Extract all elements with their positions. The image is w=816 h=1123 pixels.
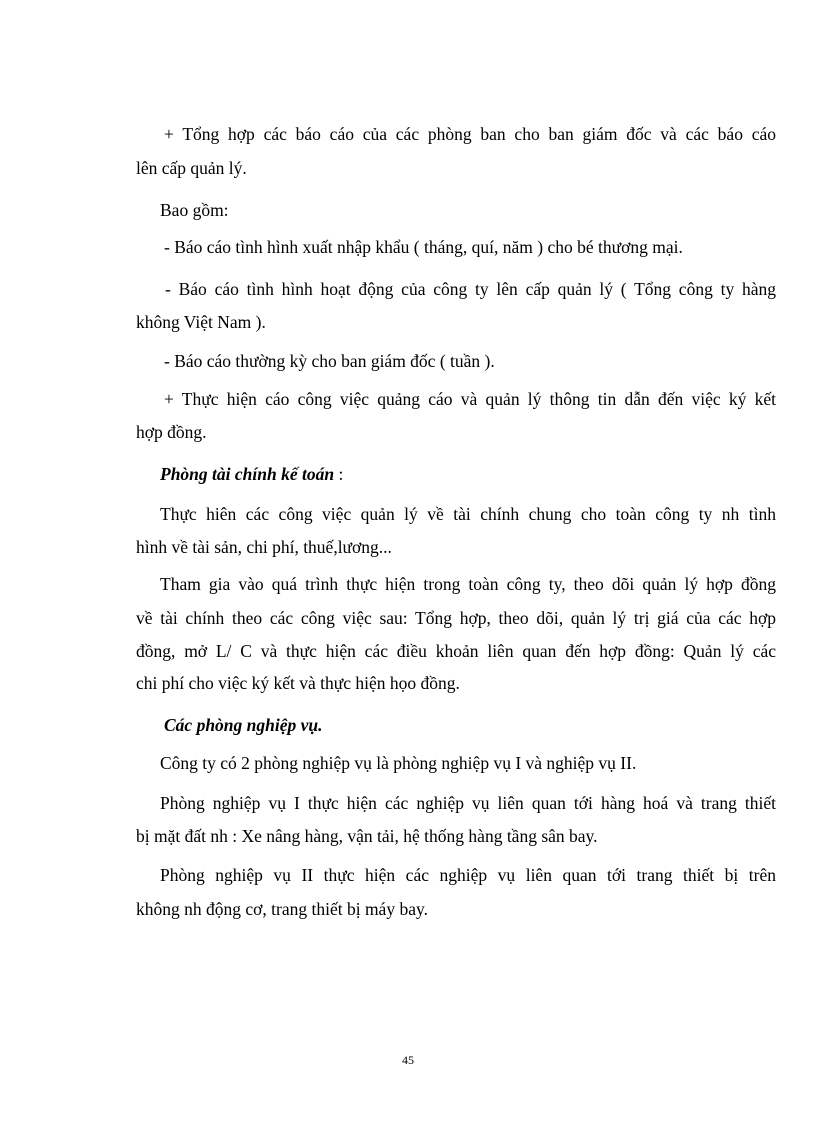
text-line: bị mặt đất nh : Xe nâng hàng, vận tải, hệ thống hàng tầng sân bay. xyxy=(136,826,598,846)
text-line: về tài chính theo các công việc sau: Tổng hợp, theo dõi, quản lý trị giá của các hợp xyxy=(136,608,776,628)
text-line: - Báo cáo thường kỳ cho ban giám đốc ( tuần ). xyxy=(164,351,495,371)
text-line: Công ty có 2 phòng nghiệp vụ là phòng nghiệp vụ I và nghiệp vụ II. xyxy=(160,753,637,773)
section-heading-colon: : xyxy=(334,464,344,484)
text-line: + Tổng hợp các báo cáo của các phòng ban cho ban giám đốc và các báo cáo xyxy=(164,124,776,144)
section-heading-text: Phòng tài chính kế toán xyxy=(160,464,335,484)
text-line: không Việt Nam ). xyxy=(136,312,266,332)
text-line: không nh động cơ, trang thiết bị máy bay. xyxy=(136,899,428,919)
text-line: đồng, mở L/ C và thực hiện các điều khoản liên quan đến hợp đồng: Quản lý các xyxy=(136,641,776,661)
text-line: Phòng nghiệp vụ I thực hiện các nghiệp vụ liên quan tới hàng hoá và trang thiết xyxy=(160,793,776,813)
text-line: Phòng nghiệp vụ II thực hiện các nghiệp vụ liên quan tới trang thiết bị trên xyxy=(160,865,776,885)
text-line: Bao gồm: xyxy=(160,200,229,220)
text-line: lên cấp quản lý. xyxy=(136,158,247,178)
section-heading: Các phòng nghiệp vụ. xyxy=(164,715,323,735)
text-line: Thực hiên các công việc quản lý về tài chính chung cho toàn công ty nh tình xyxy=(160,504,776,524)
text-line: - Báo cáo tình hình hoạt động của công ty lên cấp quản lý ( Tổng công ty hàng xyxy=(165,279,776,299)
section-heading xyxy=(160,463,800,485)
text-line: Tham gia vào quá trình thực hiện trong toàn công ty, theo dõi quản lý hợp đồng xyxy=(160,574,776,594)
text-line: + Thực hiện cáo công việc quảng cáo và quản lý thông tin dẫn đến việc ký kết xyxy=(164,389,776,409)
text-line: - Báo cáo tình hình xuất nhập khẩu ( tháng, quí, năm ) cho bé thương mại. xyxy=(164,237,683,257)
text-line: hình về tài sản, chi phí, thuế,lương... xyxy=(136,537,392,557)
text-line: chi phí cho việc ký kết và thực hiện họo đồng. xyxy=(136,673,460,693)
page-number: 45 xyxy=(402,1053,414,1067)
text-line: hợp đồng. xyxy=(136,422,207,442)
